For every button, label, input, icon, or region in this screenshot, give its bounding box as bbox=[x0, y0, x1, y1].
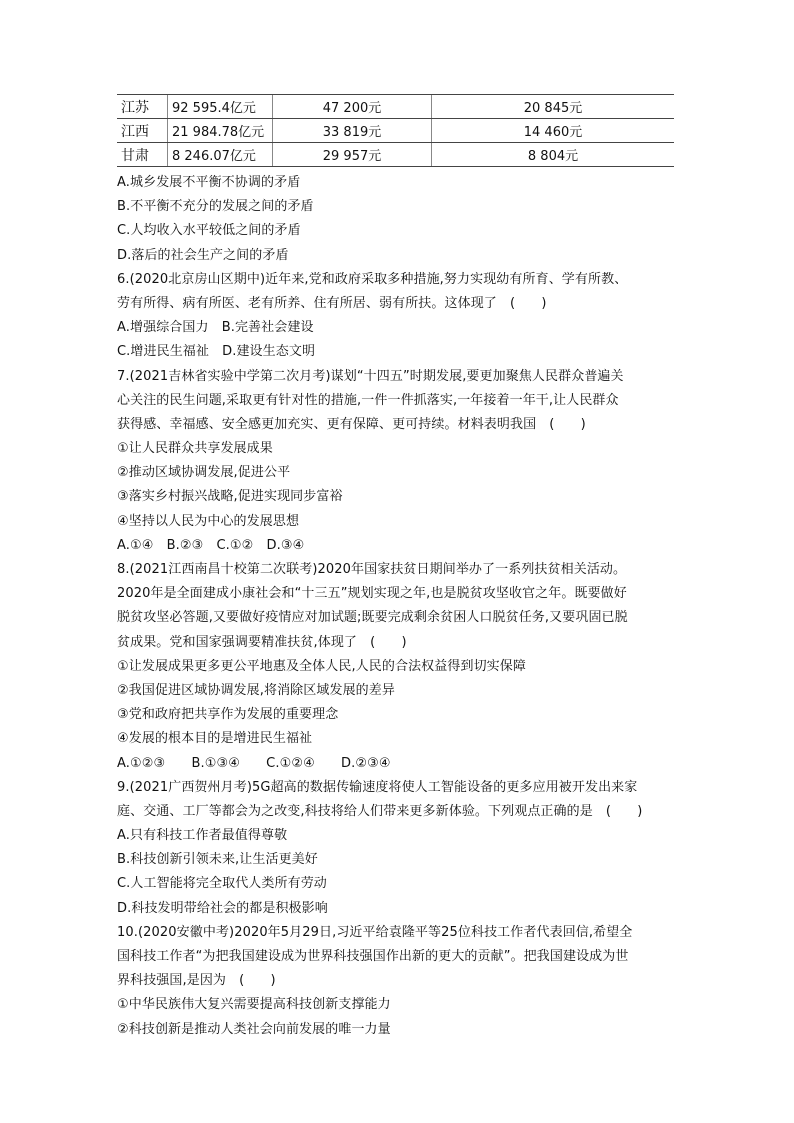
text-line: 劳有所得、病有所医、老有所养、住有所居、弱有所扶。这体现了 ( ) bbox=[117, 295, 547, 311]
text-line: 7.(2021吉林省实验中学第二次月考)谋划“十四五”时期发展,要更加聚焦人民群众普遍关 bbox=[117, 368, 624, 384]
question-text bbox=[117, 171, 677, 1042]
text-line: B.不平衡不充分的发展之间的矛盾 bbox=[117, 199, 314, 215]
text-line: 脱贫攻坚必答题,又要做好疫情应对加试题;既要完成剩余贫困人口脱贫任务,又要巩固已脱 bbox=[117, 610, 628, 626]
text-line: D.科技发明带给社会的都是积极影响 bbox=[117, 900, 328, 916]
text-line: ②推动区域协调发展,促进公平 bbox=[117, 465, 291, 481]
text-line: C.人工智能将完全取代人类所有劳动 bbox=[117, 876, 327, 892]
text-line: 国科技工作者“为把我国建设成为世界科技强国作出新的更大的贡献”。把我国建设成为世 bbox=[117, 949, 629, 964]
province-cell: 甘肃 bbox=[117, 143, 168, 167]
text-line: 界科技强国,是因为 ( ) bbox=[117, 973, 276, 989]
text-line: 6.(2020北京房山区期中)近年来,党和政府采取多种措施,努力实现幼有所育、学有所教、 bbox=[117, 271, 628, 287]
text-line: ③党和政府把共享作为发展的重要理念 bbox=[117, 707, 339, 723]
text-line: C.人均收入水平较低之间的矛盾 bbox=[117, 223, 301, 239]
text-line: 8.(2021江西南昌十校第二次联考)2020年国家扶贫日期间举办了一系列扶贫相关活动。 bbox=[117, 562, 627, 577]
text-line: 获得感、幸福感、安全感更加充实、更有保障、更可持续。材料表明我国 ( ) bbox=[117, 416, 586, 432]
value-cell: 92 595.4亿元 bbox=[168, 95, 273, 119]
text-line: ②我国促进区域协调发展,将消除区域发展的差异 bbox=[117, 682, 395, 698]
value-cell: 29 957元 bbox=[273, 143, 432, 167]
text-line: 2020年是全面建成小康社会和“十三五”规划实现之年,也是脱贫攻坚收官之年。既要做好 bbox=[117, 586, 627, 602]
text-line: A.①④ B.②③ C.①② D.③④ bbox=[117, 537, 305, 553]
province-cell: 江西 bbox=[117, 119, 168, 143]
text-line: 9.(2021广西贺州月考)5G超高的数据传输速度将使人工智能设备的更多应用被开发出来家 bbox=[117, 779, 638, 795]
value-cell: 14 460元 bbox=[432, 119, 675, 143]
text-line: A.①②③ B.①③④ C.①②④ D.②③④ bbox=[117, 755, 391, 771]
text-line: ①让人民群众共享发展成果 bbox=[117, 441, 273, 457]
text-line: A.增强综合国力 B.完善社会建设 bbox=[117, 320, 314, 336]
text-line: ④坚持以人民为中心的发展思想 bbox=[117, 513, 300, 529]
text-line: 心关注的民生问题,采取更有针对性的措施,一件一件抓落实,一年接着一年干,让人民群众 bbox=[117, 392, 619, 408]
economic-data-table bbox=[117, 94, 674, 167]
text-line: 贫成果。党和国家强调要精准扶贫,体现了 ( ) bbox=[117, 634, 407, 650]
text-line: 10.(2020安徽中考)2020年5月29日,习近平给袁隆平等25位科技工作者代表回信,希望全 bbox=[117, 924, 633, 940]
table-row bbox=[117, 95, 674, 119]
text-line: A.城乡发展不平衡不协调的矛盾 bbox=[117, 175, 301, 190]
text-line: B.科技创新引领未来,让生活更美好 bbox=[117, 852, 318, 868]
value-cell: 20 845元 bbox=[432, 95, 675, 119]
text-line: ①中华民族伟大复兴需要提高科技创新支撑能力 bbox=[117, 997, 391, 1013]
text-line: ③落实乡村振兴战略,促进实现同步富裕 bbox=[117, 489, 343, 505]
text-line: ①让发展成果更多更公平地惠及全体人民,人民的合法权益得到切实保障 bbox=[117, 658, 526, 674]
text-line: ②科技创新是推动人类社会向前发展的唯一力量 bbox=[117, 1021, 391, 1037]
text-line: C.增进民生福祉 D.建设生态文明 bbox=[117, 344, 316, 360]
value-cell: 21 984.78亿元 bbox=[168, 119, 273, 143]
value-cell: 47 200元 bbox=[273, 95, 432, 119]
table-row bbox=[117, 143, 674, 167]
value-cell: 33 819元 bbox=[273, 119, 432, 143]
table-row bbox=[117, 119, 674, 143]
text-line: 庭、交通、工厂等都会为之改变,科技将给人们带来更多新体验。下列观点正确的是 ( ) bbox=[117, 803, 643, 819]
text-line: D.落后的社会生产之间的矛盾 bbox=[117, 247, 289, 263]
text-line: ④发展的根本目的是增进民生福祉 bbox=[117, 731, 313, 747]
text-line: A.只有科技工作者最值得尊敬 bbox=[117, 828, 288, 844]
province-cell: 江苏 bbox=[117, 95, 168, 119]
value-cell: 8 804元 bbox=[432, 143, 675, 167]
worksheet-page bbox=[117, 94, 677, 1042]
value-cell: 8 246.07亿元 bbox=[168, 143, 273, 167]
